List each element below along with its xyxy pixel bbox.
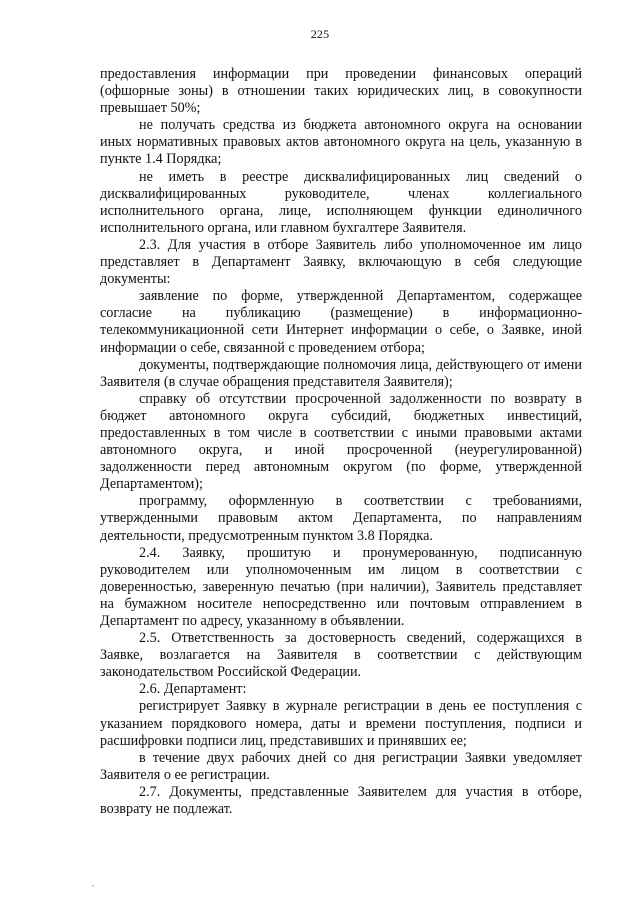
paragraph-debt-certificate: справку об отсутствии просроченной задолженности по возврату в бюджет автономного округа субсидий, бюджетных инвестиций, предоставленных в том числе в соответствии с иными правовыми актами автономного округа, и иной просроченной (неурегулированной) задолженности перед автономным округом (по форме, утвержденной Департаментом); bbox=[100, 390, 582, 493]
paragraph-no-budget-funds: не получать средства из бюджета автономного округа на основании иных нормативных правовых актов автономного округа на цель, указанную в пункте 1.4 Порядка; bbox=[100, 117, 582, 168]
document-body bbox=[100, 66, 582, 818]
paragraph-notification: в течение двух рабочих дней со дня регистрации Заявки уведомляет Заявителя о ее регистрации. bbox=[100, 749, 582, 783]
paragraph-2-5-responsibility: 2.5. Ответственность за достоверность сведений, содержащихся в Заявке, возлагается на Заявителя в соответствии с действующим законодательством Российской Федерации. bbox=[100, 630, 582, 681]
paragraph-2-4-submission: 2.4. Заявку, прошитую и пронумерованную, подписанную руководителем или уполномоченным им лицом в соответствии с доверенностью, заверенную печатью (при наличии), Заявитель представляет на бумажном носителе непосредственно или почтовым отправлением в Департамент по адресу, указанному в объявлении. bbox=[100, 544, 582, 629]
scan-artifact-dot bbox=[92, 885, 94, 887]
paragraph-authority-documents: документы, подтверждающие полномочия лица, действующего от имени Заявителя (в случае обращения представителя Заявителя); bbox=[100, 356, 582, 390]
paragraph-program: программу, оформленную в соответствии с требованиями, утвержденными правовым актом Департамента, по направлениям деятельности, предусмотренным пунктом 3.8 Порядка. bbox=[100, 493, 582, 544]
paragraph-disqualified-persons: не иметь в реестре дисквалифицированных лиц сведений о дисквалифицированных руководителе, членах коллегиального исполнительного органа, лице, исполняющем функции единоличного исполнительного органа, или главном бухгалтере Заявителя. bbox=[100, 168, 582, 236]
page-number: 225 bbox=[310, 27, 330, 41]
paragraph-2-3-application-documents: 2.3. Для участия в отборе Заявитель либо уполномоченное им лицо представляет в Департамент Заявку, включающую в себя следующие документы: bbox=[100, 236, 582, 288]
paragraph-2-7-no-return: 2.7. Документы, представленные Заявителем для участия в отборе, возврату не подлежат. bbox=[100, 783, 582, 818]
paragraph-2-6-department: 2.6. Департамент: bbox=[139, 681, 247, 698]
paragraph-offshore-info: предоставления информации при проведении финансовых операций (офшорные зоны) в отношении таких юридических лиц, в совокупности превышает 50%; bbox=[100, 66, 582, 117]
paragraph-registration: регистрирует Заявку в журнале регистрации в день ее поступления с указанием порядкового номера, даты и времени поступления, подписи и расшифровки подписи лиц, представивших и принявших ее; bbox=[100, 698, 582, 749]
paragraph-application-form: заявление по форме, утвержденной Департаментом, содержащее согласие на публикацию (размещение) в информационно-телекоммуникационной сети Интернет информации о себе, о Заявке, иной информации о себе, связанной с проведением отбора; bbox=[100, 288, 582, 356]
